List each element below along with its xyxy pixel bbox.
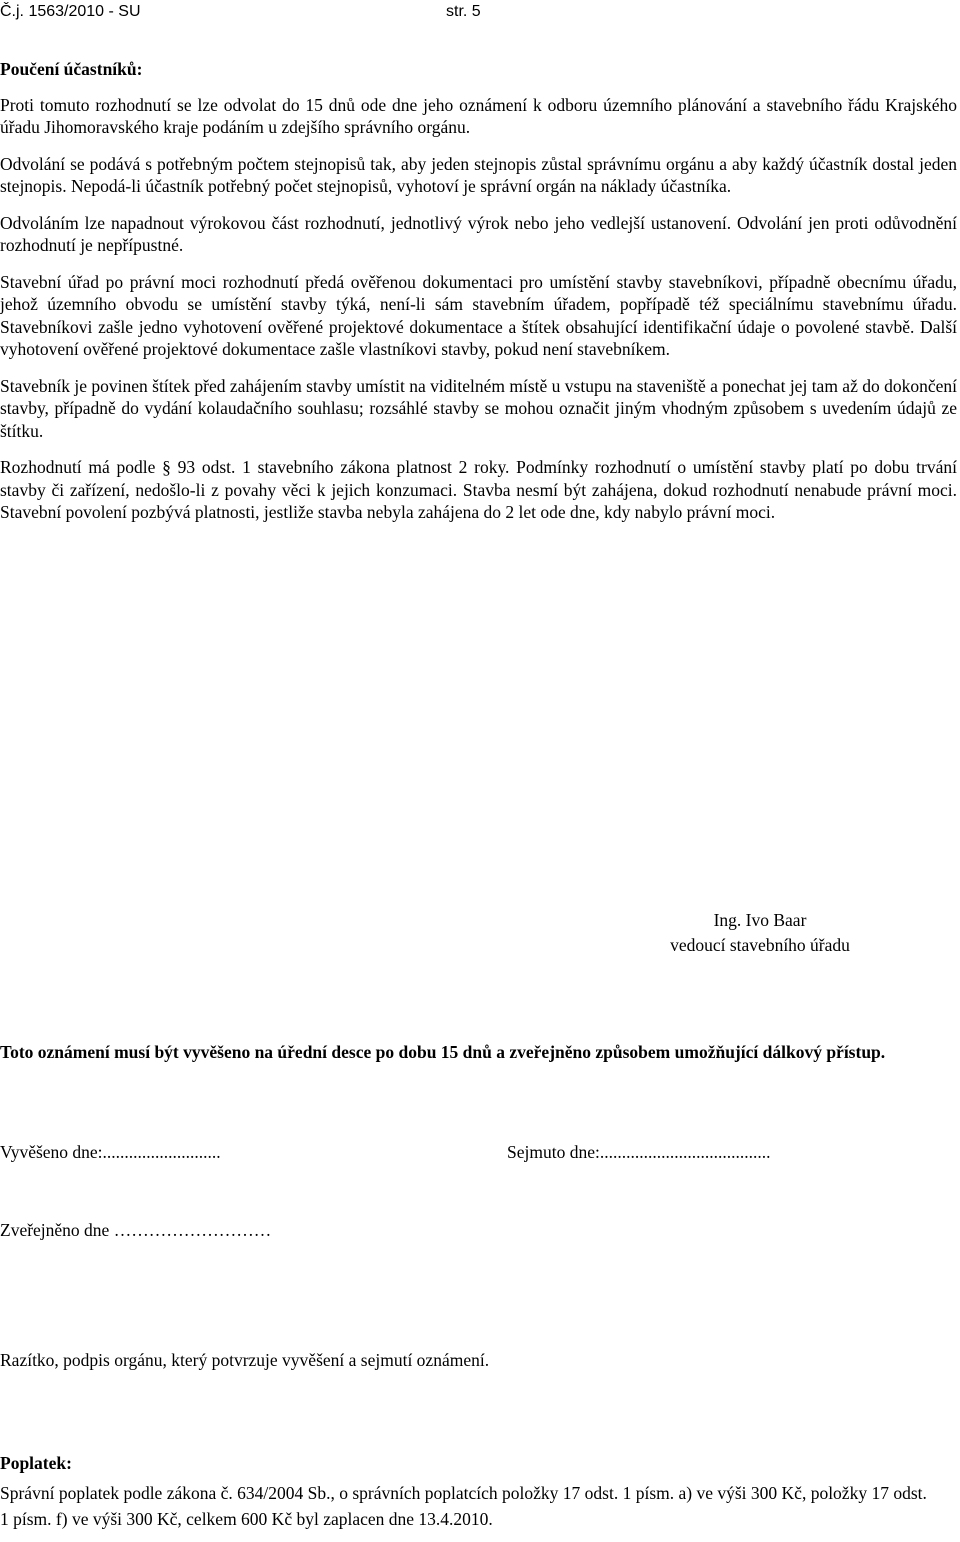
signatory-name: Ing. Ivo Baar xyxy=(713,910,807,930)
appeal-scope-paragraph: Odvoláním lze napadnout výrokovou část rozhodnutí, jednotlivý výrok nebo jeho vedlejší ustanovení. Odvolání jen proti odůvodnění rozhodnutí je nepřípustné. xyxy=(0,212,957,255)
label-paragraph: Stavebník je povinen štítek před zahájením stavby umístit na viditelném místě u vstupu na staveniště a ponechat jej tam až do dokončení stavby, případně do vydání kolaudačního souhlasu; rozsáhlé stavby se mohou označit jiným vhodným způsobem s uvedením údajů ze štítku. xyxy=(0,375,957,441)
appeal-paragraph: Proti tomuto rozhodnutí se lze odvolat do 15 dnů ode dne jeho oznámení k odboru územního plánování a stavebního řádu Krajského úřadu Jihomoravského kraje podáním u zdejšího správního orgánu. xyxy=(0,94,957,137)
reference-number: Č.j. 1563/2010 - SU xyxy=(0,3,141,20)
instructions-section xyxy=(0,58,957,538)
published-date-field: Zveřejněno dne ……………………… xyxy=(0,1220,272,1240)
page-number: str. 5 xyxy=(446,3,481,20)
fee-text: Správní poplatek podle zákona č. 634/2004 Sb., o správních poplatcích položky 17 odst. 1 písm. a) ve výši 300 Kč, položky 17 odst. 1 písm. f) ve výši 300 Kč, celkem 600 Kč byl zaplacen dne 13.4.2010. xyxy=(0,1483,927,1529)
stamp-note: Razítko, podpis orgánu, který potvrzuje vyvěšení a sejmutí oznámení. xyxy=(0,1350,490,1370)
posted-date-field: Vyvěšeno dne:........................... xyxy=(0,1142,221,1162)
instructions-heading: Poučení účastníků: xyxy=(0,59,143,79)
removed-date-field: Sejmuto dne:....................................... xyxy=(507,1142,771,1162)
fee-heading: Poplatek: xyxy=(0,1453,72,1473)
documentation-paragraph: Stavební úřad po právní moci rozhodnutí předá ověřenou dokumentaci pro umístění stavby stavebníkovi, případně obecnímu úřadu, jehož územního obvodu se umístění stavby týká, není-li sám stavebním úřadem, popřípadě též speciálnímu stavebnímu úřadu. Stavebníkovi zašle jedno vyhotovení ověřené projektové dokumentace a štítek obsahující identifikační údaje o povolené stavbě. Další vyhotovení ověřené projektové dokumentace zašle vlastníkovi stavby, pokud není stavebníkem. xyxy=(0,271,957,359)
signatory-role: vedoucí stavebního úřadu xyxy=(670,935,850,955)
copies-paragraph: Odvolání se podává s potřebným počtem stejnopisů tak, aby jeden stejnopis zůstal správnímu orgánu a aby každý účastník dostal jeden stejnopis. Nepodá-li účastník potřebný počet stejnopisů, vyhotoví je správní orgán na náklady účastníka. xyxy=(0,153,957,196)
validity-paragraph: Rozhodnutí má podle § 93 odst. 1 stavebního zákona platnost 2 roky. Podmínky rozhodnutí o umístění stavby platí po dobu trvání stavby či zařízení, nedošlo-li z povahy věci k jejich konzumaci. Stavba nesmí být zahájena, dokud rozhodnutí nenabude právní moci. Stavební povolení pozbývá platnosti, jestliže stavba nebyla zahájena do 2 let ode dne, kdy nabylo právní moci. xyxy=(0,457,957,522)
posting-notice: Toto oznámení musí být vyvěšeno na úřední desce po dobu 15 dnů a zveřejněno způsobem umožňující dálkový přístup. xyxy=(0,1042,886,1062)
signature-block xyxy=(640,908,880,958)
